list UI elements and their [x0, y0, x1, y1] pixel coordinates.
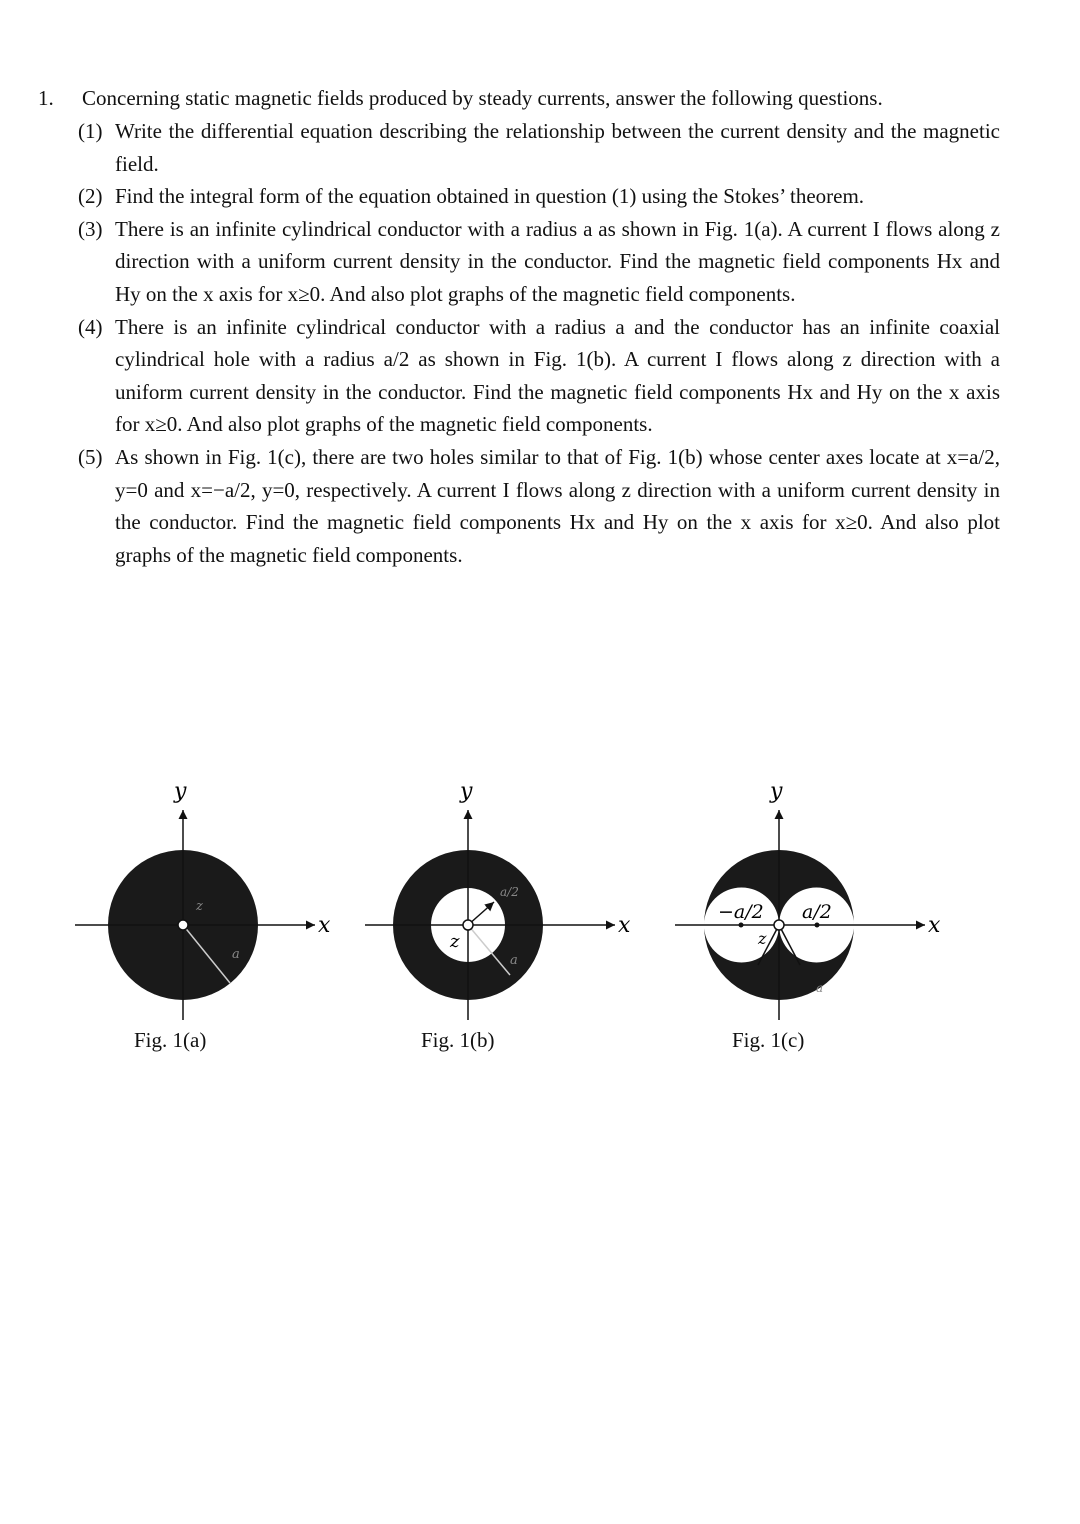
figure-1b-diagram [360, 770, 650, 1020]
z-label: z [450, 931, 460, 952]
part-1 [78, 115, 1000, 180]
figure-1a [70, 770, 360, 1070]
current-axis-marker [774, 920, 784, 930]
left-hole-center [739, 923, 744, 928]
right-hole-center [815, 923, 820, 928]
radius-label: a [510, 953, 518, 968]
figure-caption: Fig. 1(c) [732, 1028, 805, 1052]
part-text: There is an infinite cylindrical conductor with a radius a as shown in Fig. 1(a). A current I flows along z direction with a uniform current density in the conductor. Find the magnetic field components Hx and Hy on the x axis for x≥0. And also plot graphs of the magnetic field components. [115, 216, 1000, 306]
part-number: (4) [78, 314, 103, 339]
question-1 [38, 82, 1000, 571]
part-2 [78, 180, 1000, 213]
part-text: Write the differential equation describing the relationship between the current density and the magnetic field. [115, 119, 1000, 176]
current-axis-marker [463, 920, 473, 930]
x-axis-label: x [318, 913, 331, 938]
part-text: Find the integral form of the equation obtained in question (1) using the Stokes’ theorem. [115, 184, 865, 209]
y-axis-label: y [460, 779, 473, 804]
z-label: z [196, 899, 203, 914]
x-axis-label: x [928, 913, 941, 938]
part-number: (1) [78, 119, 103, 143]
question-header [38, 82, 1000, 115]
figure-1b [360, 770, 650, 1070]
part-number: (5) [78, 444, 103, 469]
figure-1c-diagram [670, 770, 960, 1020]
part-3 [78, 213, 1000, 311]
part-number: (3) [78, 216, 103, 241]
part-text: There is an infinite cylindrical conductor with a radius a and the conductor has an infinite coaxial cylindrical hole with a radius a/2 as shown in Fig. 1(b). A current I flows along z direction with a uniform current density in the conductor. Find the magnetic field components Hx and Hy on the x axis for x≥0. And also plot graphs of the magnetic field components. [115, 314, 1000, 437]
question-intro: Concerning static magnetic fields produced by steady currents, answer the following questions. [82, 86, 883, 110]
question-parts [38, 115, 1000, 571]
current-axis-marker [178, 920, 188, 930]
left-hole-label: −a/2 [718, 901, 764, 923]
part-4 [78, 311, 1000, 441]
radius-label: a [816, 981, 824, 995]
right-hole-label: a/2 [802, 901, 832, 923]
hole-radius-label: a/2 [500, 885, 519, 899]
y-axis-label: y [770, 779, 783, 804]
z-label: z [758, 929, 767, 948]
question-number: 1. [38, 86, 54, 110]
figures-row [70, 770, 970, 1070]
part-text: As shown in Fig. 1(c), there are two holes similar to that of Fig. 1(b) whose center axes locate at x=a/2, y=0 and x=−a/2, y=0, respectively. A current I flows along z direction with a uniform current density in the conductor. Find the magnetic field components Hx and Hy on the x axis for x≥0. And also plot graphs of the magnetic field components. [115, 444, 1000, 567]
figure-1c [670, 770, 960, 1070]
radius-label: a [232, 947, 240, 962]
part-5 [78, 441, 1000, 571]
figure-caption: Fig. 1(a) [134, 1028, 207, 1052]
y-axis-label: y [174, 779, 187, 804]
part-number: (2) [78, 184, 103, 209]
figure-caption: Fig. 1(b) [421, 1028, 495, 1052]
figure-1a-diagram [70, 770, 360, 1020]
x-axis-label: x [618, 913, 631, 938]
